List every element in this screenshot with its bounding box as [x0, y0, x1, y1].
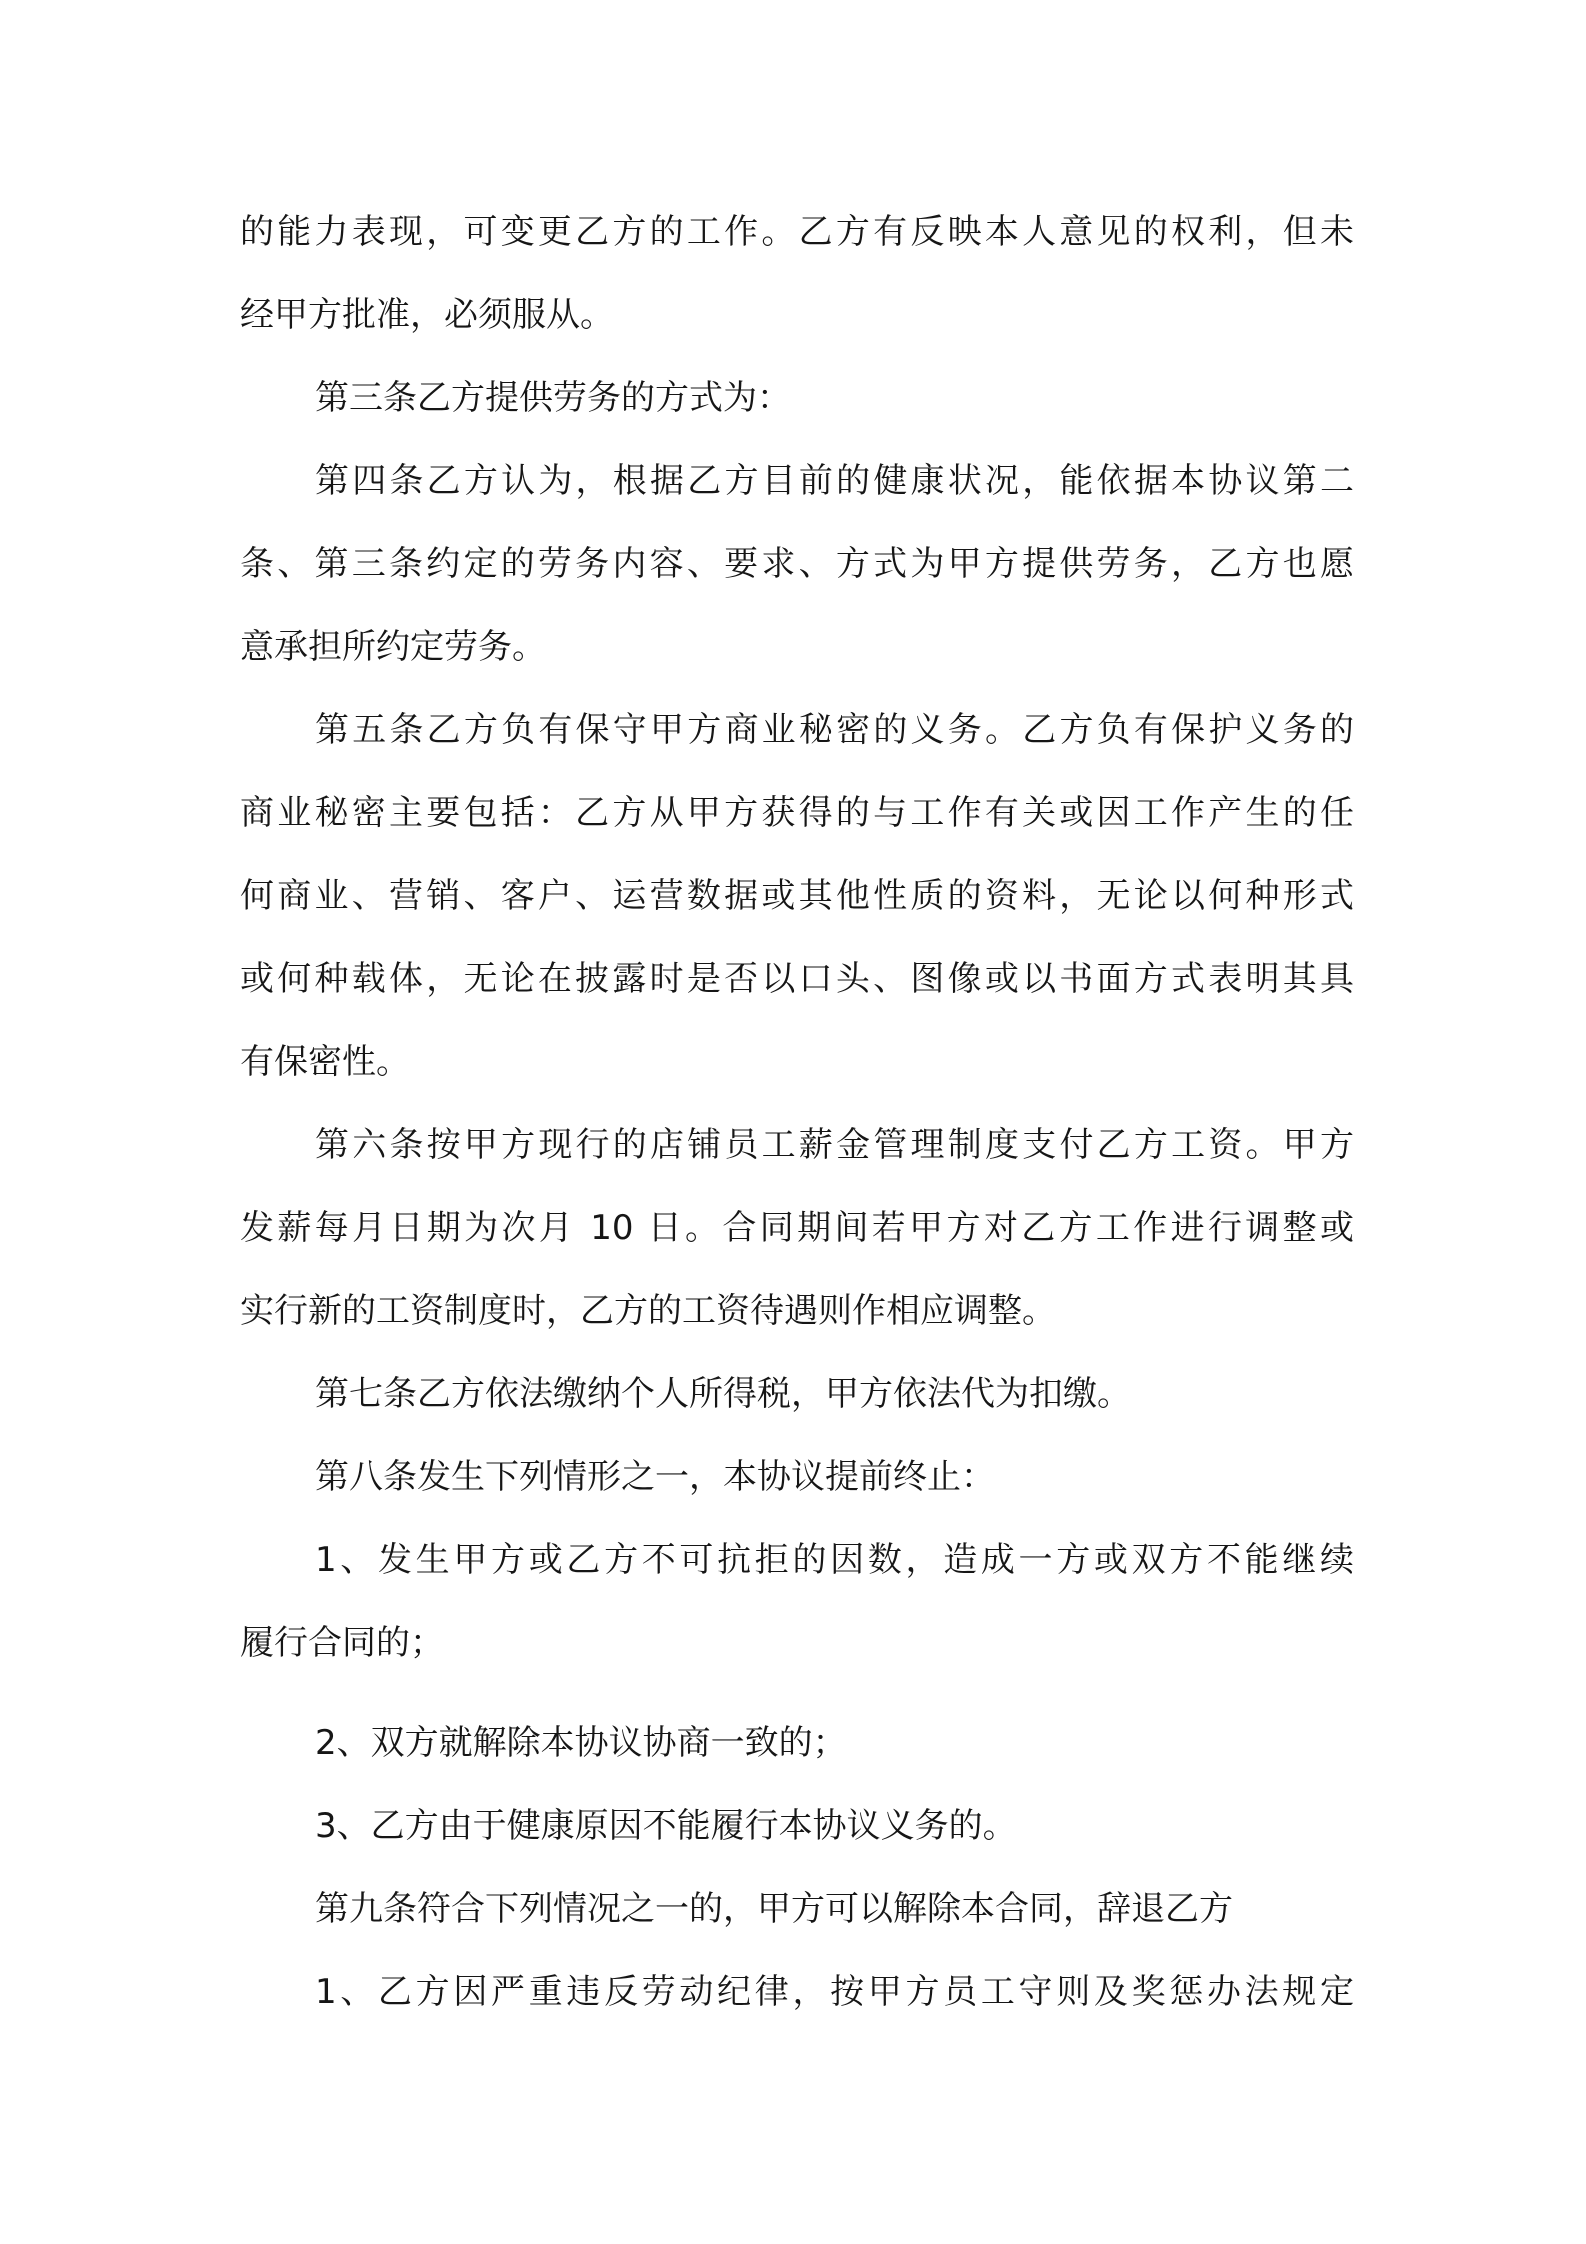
text-line: 第四条乙方认为，根据乙方目前的健康状况，能依据本协议第二 [315, 461, 1354, 501]
text-line: 的能力表现，可变更乙方的工作。乙方有反映本人意见的权利，但未 [240, 212, 1354, 252]
text-line: 3、乙方由于健康原因不能履行本协议义务的。 [315, 1806, 1017, 1846]
text-line: 条、第三条约定的劳务内容、要求、方式为甲方提供劳务，乙方也愿 [240, 544, 1354, 584]
text-line: 履行合同的； [240, 1623, 444, 1663]
text-line: 1、发生甲方或乙方不可抗拒的因数，造成一方或双方不能继续 [315, 1540, 1354, 1580]
text-line: 意承担所约定劳务。 [240, 627, 546, 667]
text-line: 第九条符合下列情况之一的，甲方可以解除本合同，辞退乙方 [315, 1889, 1233, 1929]
text-line: 第五条乙方负有保守甲方商业秘密的义务。乙方负有保护义务的 [315, 710, 1354, 750]
text-line: 1、乙方因严重违反劳动纪律，按甲方员工守则及奖惩办法规定 [315, 1972, 1354, 2012]
text-line: 发薪每月日期为次月 10 日。合同期间若甲方对乙方工作进行调整或 [240, 1208, 1354, 1248]
text-line: 第八条发生下列情形之一，本协议提前终止： [315, 1457, 995, 1497]
text-line: 2、双方就解除本协议协商一致的； [315, 1723, 847, 1763]
text-line: 何商业、营销、客户、运营数据或其他性质的资料，无论以何种形式 [240, 876, 1354, 916]
text-line: 实行新的工资制度时，乙方的工资待遇则作相应调整。 [240, 1291, 1056, 1331]
text-line: 或何种载体，无论在披露时是否以口头、图像或以书面方式表明其具 [240, 959, 1354, 999]
text-line: 第六条按甲方现行的店铺员工薪金管理制度支付乙方工资。甲方 [315, 1125, 1354, 1165]
text-line: 第三条乙方提供劳务的方式为： [315, 378, 791, 418]
text-line: 第七条乙方依法缴纳个人所得税，甲方依法代为扣缴。 [315, 1374, 1131, 1414]
text-line: 商业秘密主要包括：乙方从甲方获得的与工作有关或因工作产生的任 [240, 793, 1354, 833]
text-line: 有保密性。 [240, 1042, 410, 1082]
text-line: 经甲方批准，必须服从。 [240, 295, 614, 335]
